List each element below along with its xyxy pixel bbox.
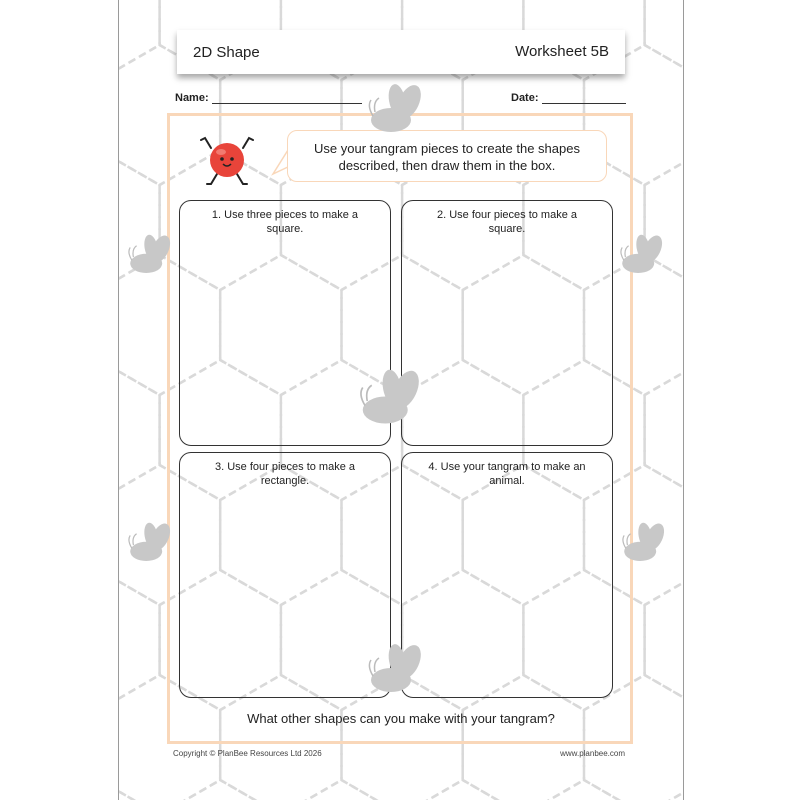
task-1-text: 1. Use three pieces to make a square.: [211, 209, 359, 235]
bee-icon: [119, 520, 183, 570]
copyright-text: Copyright © PlanBee Resources Ltd 2026: [173, 749, 322, 758]
bee-icon: [347, 366, 437, 436]
date-field[interactable]: [511, 92, 626, 104]
name-label: Name:: [175, 92, 209, 104]
name-field[interactable]: [175, 92, 362, 104]
date-label: Date:: [511, 92, 539, 104]
worksheet-header: [177, 30, 625, 74]
website-link[interactable]: www.planbee.com: [560, 749, 625, 758]
instruction-bubble: [287, 130, 607, 182]
worksheet-title: 2D Shape: [193, 44, 260, 61]
worksheet-page: [118, 0, 684, 800]
bee-icon: [357, 82, 437, 142]
bee-icon: [613, 520, 677, 570]
worksheet-number: Worksheet 5B: [515, 43, 609, 60]
red-ball-character-icon: [197, 130, 257, 188]
task-3-text: 3. Use four pieces to make a rectangle.: [214, 461, 355, 487]
task-4-text: 4. Use your tangram to make an animal.: [428, 461, 586, 487]
bee-icon: [119, 232, 183, 282]
bee-icon: [357, 642, 437, 702]
bee-icon: [611, 232, 675, 282]
closing-question: What other shapes can you make with your tangram?: [247, 711, 555, 726]
date-line[interactable]: [542, 92, 626, 104]
task-2-text: 2. Use four pieces to make a square.: [436, 209, 577, 235]
name-line[interactable]: [212, 92, 362, 104]
instruction-text: Use your tangram pieces to create the shapes described, then draw them in the box.: [314, 141, 580, 173]
